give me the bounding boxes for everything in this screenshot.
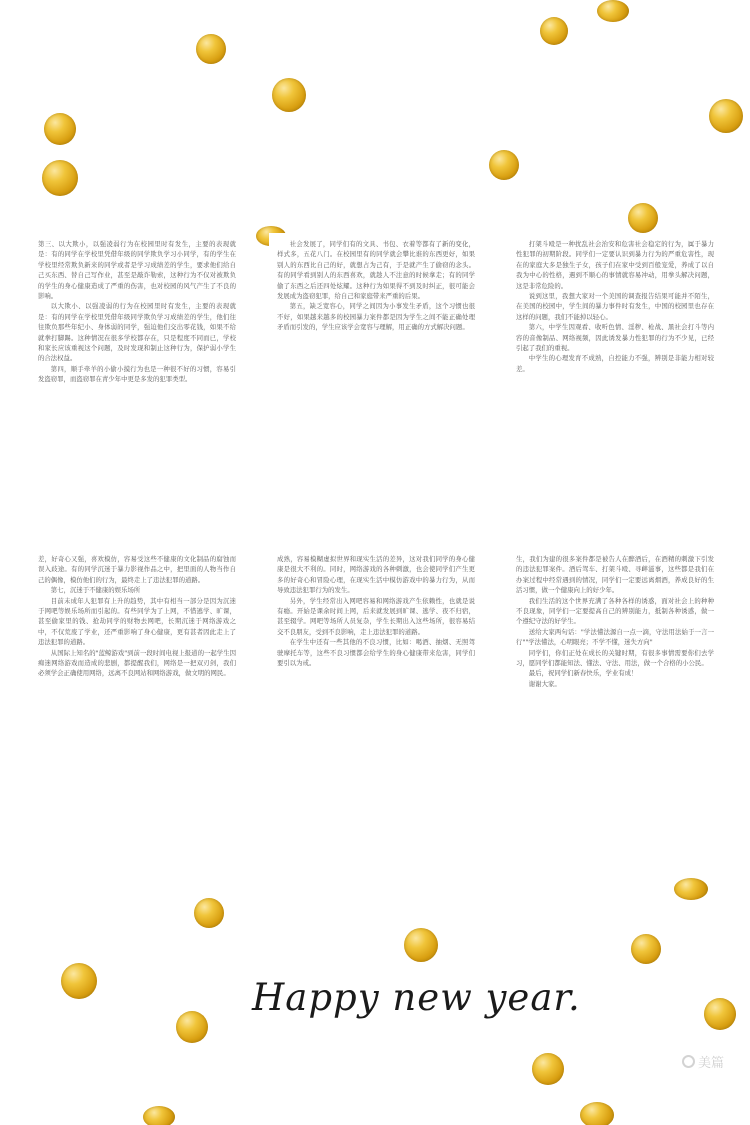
page-text: [516, 239, 714, 521]
gold-dot: [489, 150, 519, 180]
gold-dot: [194, 898, 224, 928]
paragraph: 生，我们为建的很多案件都是被告人在醉酒后，在酒精的刺激下引发的违法犯罪案件。酒后驾车、打架斗殴、寻衅滋事，这些都是我们在办案过程中经常遇到的情况，同学们一定要远离烟酒，养成良好的生活习惯，做一个健康向上的好少年。: [516, 555, 714, 595]
paragraph: 目前未成年人犯罪有上升的趋势，其中有相当一部分是因为沉迷于网吧等娱乐场所而引起的。有些同学为了上网，不惜逃学、旷课，甚至偷家里的钱、抢劫同学的财物去网吧，长期沉迷于网络游戏之中，不仅荒废了学业，还严重影响了身心健康，更有甚者因此走上了违法犯罪的道路。: [38, 596, 236, 647]
gold-dot: [597, 0, 629, 22]
gold-dot: [176, 1011, 208, 1043]
gold-dot: [61, 963, 97, 999]
meipian-watermark: [682, 1052, 724, 1070]
gold-dot: [44, 113, 76, 145]
gold-dot: [709, 99, 743, 133]
gold-dot: [272, 78, 306, 112]
paragraph: 第五，缺乏宽容心，同学之间因为小事发生矛盾，这个习惯也很不好，如果越来越多的校园暴力案件都是因为学生之间不能正确处理矛盾而引发的，学生应该学会宽容与理解，用正确的方式解决问题。: [277, 302, 475, 332]
gold-dot: [631, 934, 661, 964]
page-text: [277, 554, 475, 836]
paragraph: 谢谢大家。: [528, 679, 561, 688]
document-page-4: [30, 548, 242, 840]
page-text: [38, 239, 236, 521]
paragraph: 差，好奇心又强，喜欢模仿，容易受这些不健康的文化制品的腐蚀而误入歧途。有的同学沉迷于暴力影视作品之中，把里面的人物当作自己的偶像，模仿他们的行为，最终走上了违法犯罪的道路。: [38, 555, 236, 584]
gold-dot: [704, 998, 736, 1030]
document-page-3: [508, 233, 720, 525]
paragraph: 第六，中学生因观看、收听色情、淫秽、枪战、黑社会打斗等内容的音像制品、网络视频，因此诱发暴力性犯罪的行为不少见，已经引起了我们的重视。: [516, 323, 714, 353]
paragraph: 同学们，你们正处在成长的关键时期，有很多事情需要你们去学习，愿同学们都能知法、懂法、守法、用法，做一个合格的小公民。: [516, 648, 714, 668]
gold-dot: [628, 203, 658, 233]
paragraph: 社会发展了，同学们有的文具、书包、衣着等都有了新的变化，样式多，五花八门。在校园里有的同学就会攀比谁的东西更好，如果别人的东西比自己的好，就想占为己有，于是就产生了偷窃的念头。有的同学看到别人的东西喜欢，就趁人不注意的时候拿走；有的同学偷了东西之后还四处炫耀。这种行为如果得不到及时纠正，很可能会发展成为盗窃犯罪，给自己和家庭带来严重的后果。: [277, 240, 475, 301]
gold-dot: [540, 17, 568, 45]
paragraph: 我们生活的这个世界充满了各种各样的诱惑，面对社会上的种种不良现象，同学们一定要提高自己的辨别能力，抵制各种诱惑，做一个遵纪守法的好学生。: [516, 596, 714, 626]
paragraph: 送给大家两句话："学法懂法源自一点一滴，守法用法始于一言一行""学法懂法，心明眼亮；不学不懂，迷失方向": [516, 627, 714, 647]
document-page-1: [30, 233, 242, 525]
page-text: [516, 554, 714, 836]
gold-dot: [532, 1053, 564, 1085]
paragraph: 中学生的心理发育不成熟，自控能力不强，辨别是非能力相对较差。: [516, 354, 714, 373]
meipian-logo-icon: [682, 1055, 695, 1068]
gold-dot: [42, 160, 78, 196]
paragraph: 另外，学生经常出入网吧容易和网络游戏产生依赖性，也就是说有瘾。开始是课余时间上网，后来就发展到旷课、逃学、夜不归宿，甚至辍学。网吧等场所人员复杂，学生长期出入这些场所，很容易结交不良朋友，受到不良影响，走上违法犯罪的道路。: [277, 596, 475, 636]
paragraph: 最后，祝同学们新春快乐，学业有成！: [528, 669, 638, 678]
paragraph: 第七，沉迷于不健康的娱乐场所: [50, 586, 141, 595]
document-page-5: [269, 548, 481, 840]
paragraph: 成熟，容易模糊虚拟世界和现实生活的差异，这对我们同学的身心健康是很大不利的。同时，网络游戏的各种刺激，也会使同学们产生更多的好奇心和冒险心理，在现实生活中模仿游戏中的暴力行为，从而导致违法犯罪行为的发生。: [277, 555, 475, 595]
watermark-label: 美篇: [698, 1055, 725, 1071]
gold-dot: [580, 1102, 614, 1125]
paragraph: 说到这里，我想大家对一个美国的调查报告结果可能并不陌生，在美国的校园中，学生间的暴力事件时有发生，中国的校园里也存在这样的问题，我们不能掉以轻心。: [516, 292, 714, 321]
document-page-6: [508, 548, 720, 840]
paragraph: 第三、以大欺小，以强凌弱行为在校园里时有发生，主要的表现就是：有的同学在学校里凭借年级的同学欺负学习小同学，有的学生在学校里经常欺负新来的同学或者是学习成绩差的学生，要求他们给自己买东西、替自己写作业，甚至是敲诈勒索，这种行为不仅对被欺负的学生的身心健康造成了严重的伤害，也对校园的风气产生了不良的影响。: [38, 240, 236, 301]
happy-new-year-signature: Happy new year.: [252, 976, 581, 1019]
paragraph: 第四，顺手牵羊的小偷小摸行为也是一种很不好的习惯，容易引发盗窃罪，而盗窃罪在青少年中更是多发的犯罪类型。: [38, 364, 236, 384]
gold-dot: [196, 34, 226, 64]
gold-dot: [143, 1106, 175, 1125]
paragraph: 以大欺小、以强凌弱的行为在校园里时有发生，主要的表现就是：有的同学在学校里凭借年级同学欺负学习成绩差的学生，他们往往欺负那些年纪小、身体弱的同学，强迫他们交出零花钱，如果不给就拳打脚踢。这种情况在很多学校都存在，只是程度不同而已，学校和家长应该重视这个问题，及时发现和制止这种行为，保护弱小学生的合法权益。: [38, 302, 236, 363]
paragraph: 从国际上知名的"蓝鲸游戏"到前一段时间电视上报道的一起学生因痴迷网络游戏而造成的悲剧，都提醒我们，网络是一把双刃剑，我们必须学会正确使用网络，远离不良网站和网络游戏，做文明的网民。: [38, 648, 236, 678]
document-page-2: [269, 233, 481, 525]
paragraph: 打架斗殴是一种扰乱社会治安和危害社会稳定的行为，属于暴力性犯罪的初期阶段。同学们一定要认识到暴力行为的严重危害性，现在的家庭大多是独生子女，孩子们在家中受到百般宠爱，养成了以自我为中心的性格，遇到不顺心的事情就容易冲动，用拳头解决问题，这是非常危险的。: [516, 240, 714, 290]
page-text: [277, 239, 475, 521]
gold-dot: [404, 928, 438, 962]
gold-dot: [674, 878, 708, 900]
page-text: [38, 554, 236, 836]
paragraph: 在学生中还有一些其他的不良习惯，比如：喝酒、抽烟、无照驾驶摩托车等，这些不良习惯都会给学生的身心健康带来危害，同学们要引以为戒。: [277, 638, 475, 668]
